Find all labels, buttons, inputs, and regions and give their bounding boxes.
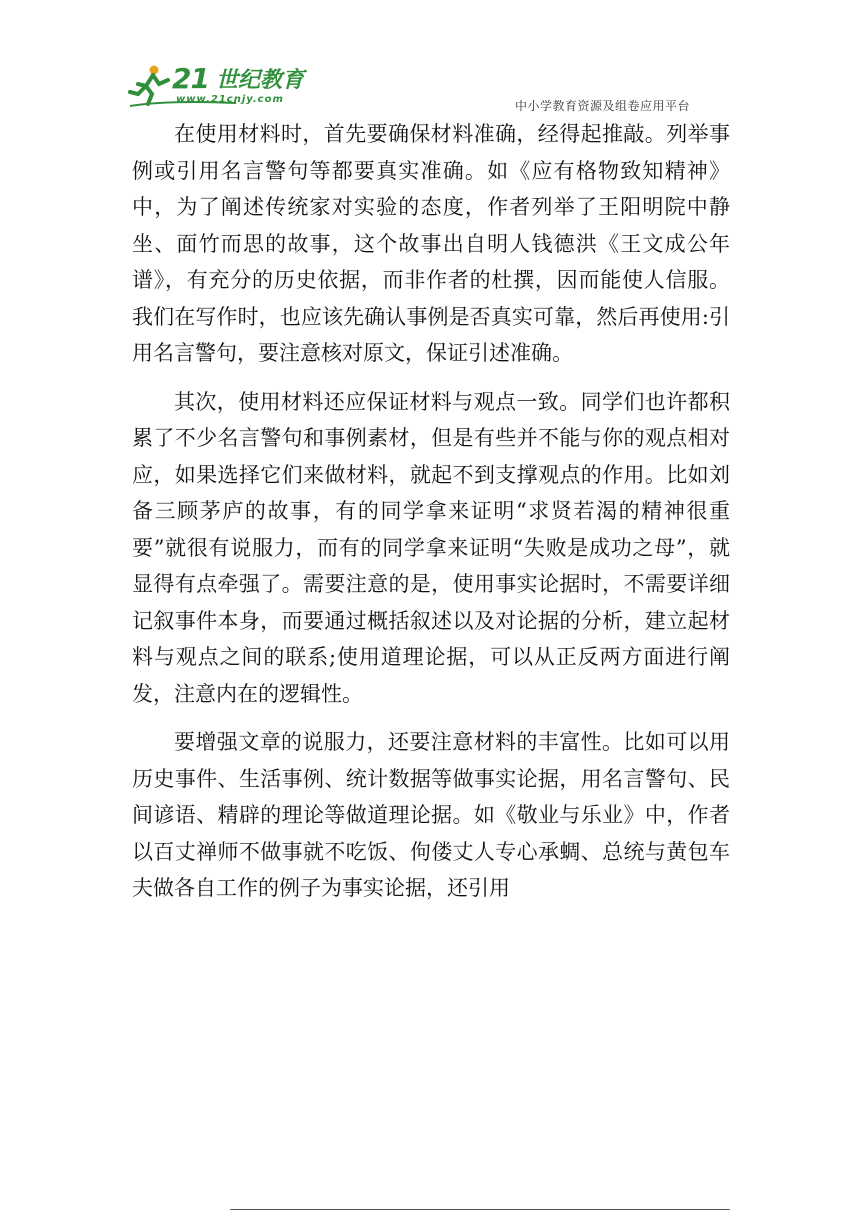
paragraph: 在使用材料时，首先要确保材料准确，经得起推敲。列举事例或引用名言警句等都要真实准确。如《应有格物致知精神》中，为了阐述传统家对实验的态度，作者列举了王阳明院中静坐、面竹而思的故事，这个故事出自明人钱德洪《王文成公年谱》，有充分的历史依据，而非作者的杜撰，因而能使人信服。我们在写作时，也应该先确认事例是否真实可靠，然后再使用:引用名言警句，要注意核对原文，保证引述准确。 (132, 122, 730, 365)
logo-name: 世纪教育 (216, 68, 305, 93)
article-body (132, 116, 730, 919)
page-header (0, 0, 860, 120)
logo-url: www.21cnjy.com (176, 94, 284, 105)
paragraph: 要增强文章的说服力，还要注意材料的丰富性。比如可以用历史事件、生活事例、统计数据等做事实论据，用名言警句、民间谚语、精辟的理论等做道理论据。如《敬业与乐业》中，作者以百丈禅师不做事就不吃饭、佝偻丈人专心承蜩、总统与黄包车夫做各自工作的例子为事实论据，还引用 (132, 730, 730, 900)
logo-number: 21 (172, 62, 209, 95)
footer-divider (230, 1209, 730, 1210)
platform-label: 中小学教育资源及组卷应用平台 (515, 99, 691, 113)
paragraph: 其次，使用材料还应保证材料与观点一致。同学们也许都积累了不少名言警句和事例素材，但是有些并不能与你的观点相对应，如果选择它们来做材料，就起不到支撑观点的作用。比如刘备三顾茅庐的故事，有的同学拿来证明“求贤若渴的精神很重要”就很有说服力，而有的同学拿来证明“失败是成功之母”，就显得有点牵强了。需要注意的是，使用事实论据时，不需要详细记叙事件本身，而要通过概括叙述以及对论据的分析，建立起材料与观点之间的联系;使用道理论据，可以从正反两方面进行阐发，注意内在的逻辑性。 (132, 389, 730, 706)
swoosh-icon (128, 98, 238, 108)
logo (124, 62, 305, 108)
